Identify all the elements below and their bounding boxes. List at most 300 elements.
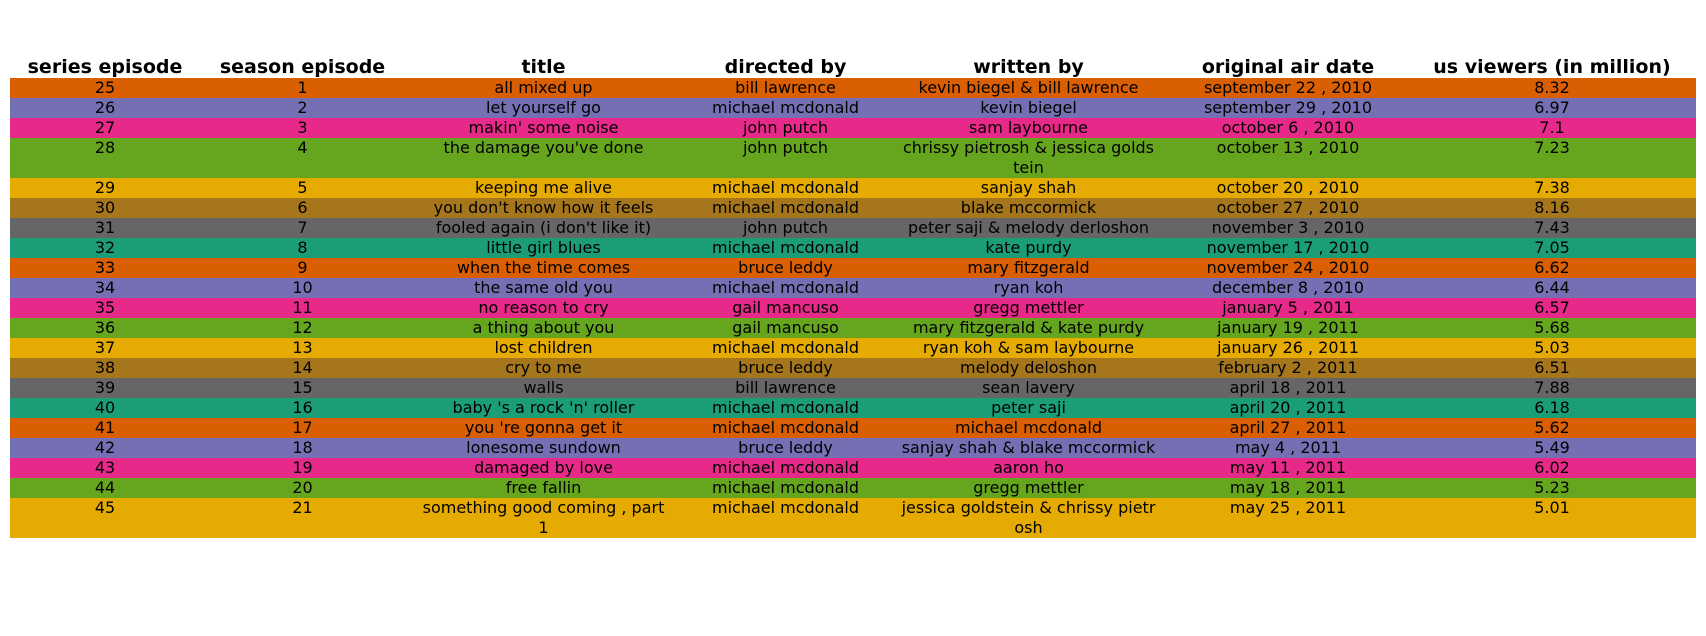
header-row bbox=[10, 56, 1696, 78]
cell-text: sanjay shah bbox=[980, 178, 1077, 197]
cell-text: april 27 , 2011 bbox=[1229, 418, 1347, 437]
cell-written-by bbox=[889, 338, 1168, 358]
cell-us-viewers bbox=[1408, 378, 1696, 398]
cell-directed-by bbox=[682, 138, 889, 178]
cell-series-episode bbox=[10, 358, 200, 378]
cell-text: 44 bbox=[94, 478, 116, 497]
cell-title bbox=[405, 118, 682, 138]
cell-written-by bbox=[889, 478, 1168, 498]
cell-us-viewers bbox=[1408, 398, 1696, 418]
cell-season-episode bbox=[200, 118, 405, 138]
cell-title bbox=[405, 298, 682, 318]
cell-title bbox=[405, 378, 682, 398]
cell-text: let yourself go bbox=[486, 98, 601, 117]
cell-text: 6.44 bbox=[1534, 278, 1570, 297]
cell-season-episode bbox=[200, 438, 405, 458]
cell-text: michael mcdonald bbox=[954, 418, 1103, 437]
cell-title bbox=[405, 498, 682, 538]
cell-text: lonesome sundown bbox=[466, 438, 621, 457]
cell-series-episode bbox=[10, 458, 200, 478]
cell-text: peter saji bbox=[991, 398, 1066, 417]
cell-text: michael mcdonald bbox=[711, 178, 860, 197]
cell-text: 32 bbox=[94, 238, 116, 257]
cell-text: 12 bbox=[292, 318, 313, 337]
cell-text: bruce leddy bbox=[738, 438, 833, 457]
cell-text: michael mcdonald bbox=[711, 478, 860, 497]
cell-text: john putch bbox=[742, 118, 829, 137]
cell-series-episode bbox=[10, 418, 200, 438]
cell-text: 6.02 bbox=[1534, 458, 1570, 477]
cell-text: 6.57 bbox=[1534, 298, 1570, 317]
cell-title bbox=[405, 478, 682, 498]
cell-original-air-date bbox=[1168, 358, 1408, 378]
cell-text: 38 bbox=[94, 358, 116, 377]
cell-original-air-date bbox=[1168, 98, 1408, 118]
cell-title bbox=[405, 338, 682, 358]
cell-text: 4 bbox=[297, 138, 308, 157]
cell-text: sam laybourne bbox=[969, 118, 1088, 137]
cell-text: no reason to cry bbox=[478, 298, 609, 317]
cell-directed-by bbox=[682, 498, 889, 538]
cell-text: the same old you bbox=[474, 278, 613, 297]
cell-text: 37 bbox=[94, 338, 116, 357]
cell-title bbox=[405, 458, 682, 478]
cell-season-episode bbox=[200, 398, 405, 418]
cell-text: 8 bbox=[297, 238, 308, 257]
cell-original-air-date bbox=[1168, 458, 1408, 478]
cell-text: 35 bbox=[94, 298, 116, 317]
cell-text: 29 bbox=[94, 178, 116, 197]
column-header-written-by: written by bbox=[973, 56, 1084, 78]
cell-text: michael mcdonald bbox=[711, 338, 860, 357]
cell-text: baby 's a rock 'n' roller bbox=[452, 398, 635, 417]
cell-text: lost children bbox=[494, 338, 593, 357]
cell-us-viewers bbox=[1408, 258, 1696, 278]
cell-series-episode bbox=[10, 98, 200, 118]
cell-original-air-date bbox=[1168, 478, 1408, 498]
cell-text: 9 bbox=[297, 258, 308, 277]
cell-us-viewers bbox=[1408, 438, 1696, 458]
cell-text: kate purdy bbox=[985, 238, 1072, 257]
cell-original-air-date bbox=[1168, 318, 1408, 338]
cell-written-by bbox=[889, 138, 1168, 178]
cell-season-episode bbox=[200, 418, 405, 438]
cell-season-episode bbox=[200, 458, 405, 478]
cell-directed-by bbox=[682, 198, 889, 218]
cell-series-episode bbox=[10, 278, 200, 298]
cell-text: 34 bbox=[94, 278, 116, 297]
cell-text: 36 bbox=[94, 318, 116, 337]
cell-title bbox=[405, 238, 682, 258]
cell-text: 33 bbox=[94, 258, 116, 277]
cell-us-viewers bbox=[1408, 418, 1696, 438]
cell-text: free fallin bbox=[505, 478, 582, 497]
cell-us-viewers bbox=[1408, 278, 1696, 298]
cell-directed-by bbox=[682, 78, 889, 98]
cell-season-episode bbox=[200, 258, 405, 278]
cell-series-episode bbox=[10, 118, 200, 138]
column-header-season-episode: season episode bbox=[219, 56, 386, 78]
cell-text: damaged by love bbox=[474, 458, 613, 477]
cell-text: 20 bbox=[292, 478, 313, 497]
cell-written-by bbox=[889, 178, 1168, 198]
cell-text: peter saji & melody derloshon bbox=[907, 218, 1150, 237]
cell-directed-by bbox=[682, 98, 889, 118]
cell-text: 8.32 bbox=[1534, 78, 1570, 97]
cell-directed-by bbox=[682, 418, 889, 438]
table-row bbox=[10, 78, 1696, 98]
cell-text: 1 bbox=[297, 78, 308, 97]
cell-season-episode bbox=[200, 298, 405, 318]
table-row bbox=[10, 178, 1696, 198]
cell-text: bill lawrence bbox=[735, 378, 836, 397]
cell-original-air-date bbox=[1168, 198, 1408, 218]
cell-us-viewers bbox=[1408, 98, 1696, 118]
cell-title bbox=[405, 438, 682, 458]
cell-directed-by bbox=[682, 378, 889, 398]
table-row bbox=[10, 498, 1696, 538]
cell-us-viewers bbox=[1408, 178, 1696, 198]
cell-text: gregg mettler bbox=[973, 298, 1084, 317]
cell-text: 28 bbox=[94, 138, 116, 157]
cell-us-viewers bbox=[1408, 238, 1696, 258]
cell-text: october 6 , 2010 bbox=[1221, 118, 1355, 137]
cell-text: gail mancuso bbox=[732, 298, 839, 317]
cell-us-viewers bbox=[1408, 198, 1696, 218]
cell-us-viewers bbox=[1408, 138, 1696, 178]
cell-series-episode bbox=[10, 298, 200, 318]
cell-text: 5 bbox=[297, 178, 308, 197]
cell-us-viewers bbox=[1408, 298, 1696, 318]
cell-series-episode bbox=[10, 378, 200, 398]
cell-original-air-date bbox=[1168, 238, 1408, 258]
cell-text: april 20 , 2011 bbox=[1229, 398, 1347, 417]
cell-text: michael mcdonald bbox=[711, 238, 860, 257]
cell-series-episode bbox=[10, 78, 200, 98]
cell-text: 39 bbox=[94, 378, 116, 397]
cell-original-air-date bbox=[1168, 118, 1408, 138]
column-header-directed-by: directed by bbox=[724, 56, 847, 78]
cell-original-air-date bbox=[1168, 418, 1408, 438]
cell-series-episode bbox=[10, 198, 200, 218]
cell-text: 5.49 bbox=[1534, 438, 1570, 457]
table-row bbox=[10, 118, 1696, 138]
table-row bbox=[10, 418, 1696, 438]
cell-us-viewers bbox=[1408, 478, 1696, 498]
table-row bbox=[10, 338, 1696, 358]
cell-directed-by bbox=[682, 278, 889, 298]
cell-text: april 18 , 2011 bbox=[1229, 378, 1347, 397]
cell-directed-by bbox=[682, 358, 889, 378]
cell-text: 13 bbox=[292, 338, 313, 357]
cell-text: 7.38 bbox=[1534, 178, 1570, 197]
cell-season-episode bbox=[200, 318, 405, 338]
cell-us-viewers bbox=[1408, 318, 1696, 338]
cell-text: 26 bbox=[94, 98, 116, 117]
column-header-title: title bbox=[521, 56, 566, 78]
cell-us-viewers bbox=[1408, 358, 1696, 378]
cell-text: fooled again (i don't like it) bbox=[435, 218, 652, 237]
column-header-original-air-date: original air date bbox=[1201, 56, 1375, 78]
cell-title bbox=[405, 258, 682, 278]
cell-text: john putch bbox=[742, 218, 829, 237]
cell-title bbox=[405, 178, 682, 198]
cell-title bbox=[405, 138, 682, 178]
cell-text: december 8 , 2010 bbox=[1211, 278, 1365, 297]
column-header-us-viewers: us viewers (in million) bbox=[1433, 56, 1671, 78]
cell-text: sean lavery bbox=[982, 378, 1075, 397]
cell-season-episode bbox=[200, 178, 405, 198]
cell-text: 7.43 bbox=[1534, 218, 1570, 237]
cell-text: november 17 , 2010 bbox=[1206, 238, 1370, 257]
cell-series-episode bbox=[10, 218, 200, 238]
cell-us-viewers bbox=[1408, 498, 1696, 538]
cell-text: 42 bbox=[94, 438, 116, 457]
cell-original-air-date bbox=[1168, 278, 1408, 298]
episodes-table bbox=[10, 56, 1696, 538]
cell-written-by bbox=[889, 198, 1168, 218]
cell-title bbox=[405, 358, 682, 378]
cell-written-by bbox=[889, 78, 1168, 98]
cell-text: 27 bbox=[94, 118, 116, 137]
cell-text: 3 bbox=[297, 118, 308, 137]
cell-us-viewers bbox=[1408, 118, 1696, 138]
cell-written-by bbox=[889, 398, 1168, 418]
cell-series-episode bbox=[10, 438, 200, 458]
cell-text: 17 bbox=[292, 418, 313, 437]
cell-original-air-date bbox=[1168, 438, 1408, 458]
cell-season-episode bbox=[200, 78, 405, 98]
cell-original-air-date bbox=[1168, 258, 1408, 278]
cell-text: cry to me bbox=[505, 358, 582, 377]
cell-series-episode bbox=[10, 258, 200, 278]
cell-text: 5.01 bbox=[1534, 498, 1570, 517]
cell-original-air-date bbox=[1168, 338, 1408, 358]
cell-directed-by bbox=[682, 398, 889, 418]
cell-title bbox=[405, 278, 682, 298]
cell-text: makin' some noise bbox=[468, 118, 619, 137]
cell-text: you 're gonna get it bbox=[464, 418, 623, 437]
cell-text: walls bbox=[523, 378, 564, 397]
cell-written-by bbox=[889, 378, 1168, 398]
cell-directed-by bbox=[682, 338, 889, 358]
cell-text: ryan koh & sam laybourne bbox=[922, 338, 1135, 357]
cell-season-episode bbox=[200, 98, 405, 118]
cell-title bbox=[405, 218, 682, 238]
cell-directed-by bbox=[682, 218, 889, 238]
cell-text: 21 bbox=[292, 498, 313, 517]
cell-text: 5.23 bbox=[1534, 478, 1570, 497]
cell-season-episode bbox=[200, 218, 405, 238]
cell-text: 43 bbox=[94, 458, 116, 477]
cell-text: 6.62 bbox=[1534, 258, 1570, 277]
cell-text: 7.05 bbox=[1534, 238, 1570, 257]
cell-written-by bbox=[889, 118, 1168, 138]
table-row bbox=[10, 358, 1696, 378]
cell-text: october 13 , 2010 bbox=[1216, 138, 1360, 157]
cell-original-air-date bbox=[1168, 298, 1408, 318]
cell-original-air-date bbox=[1168, 398, 1408, 418]
cell-original-air-date bbox=[1168, 498, 1408, 538]
cell-text: 10 bbox=[292, 278, 313, 297]
cell-text: 31 bbox=[94, 218, 116, 237]
cell-original-air-date bbox=[1168, 218, 1408, 238]
cell-text: michael mcdonald bbox=[711, 198, 860, 217]
cell-us-viewers bbox=[1408, 458, 1696, 478]
cell-text: november 24 , 2010 bbox=[1206, 258, 1370, 277]
cell-written-by bbox=[889, 498, 1168, 538]
cell-text: mary fitzgerald & kate purdy bbox=[912, 318, 1145, 337]
cell-season-episode bbox=[200, 498, 405, 538]
cell-text: 25 bbox=[94, 78, 116, 97]
cell-text: jessica goldstein & chrissy pietrosh bbox=[901, 498, 1156, 537]
table-row bbox=[10, 438, 1696, 458]
cell-text: 30 bbox=[94, 198, 116, 217]
cell-title bbox=[405, 198, 682, 218]
cell-text: may 25 , 2011 bbox=[1229, 498, 1347, 517]
cell-text: january 26 , 2011 bbox=[1217, 338, 1359, 357]
cell-text: kevin biegel & bill lawrence bbox=[918, 78, 1139, 97]
cell-series-episode bbox=[10, 398, 200, 418]
cell-series-episode bbox=[10, 138, 200, 178]
cell-text: 45 bbox=[94, 498, 116, 517]
cell-text: 7.88 bbox=[1534, 378, 1570, 397]
cell-written-by bbox=[889, 218, 1168, 238]
cell-text: 40 bbox=[94, 398, 116, 417]
table-row bbox=[10, 98, 1696, 118]
cell-text: 6.51 bbox=[1534, 358, 1570, 377]
cell-text: 6.97 bbox=[1534, 98, 1570, 117]
cell-text: 5.68 bbox=[1534, 318, 1570, 337]
cell-text: michael mcdonald bbox=[711, 398, 860, 417]
cell-text: 41 bbox=[94, 418, 116, 437]
cell-directed-by bbox=[682, 178, 889, 198]
cell-title bbox=[405, 418, 682, 438]
cell-text: october 27 , 2010 bbox=[1216, 198, 1360, 217]
cell-text: 14 bbox=[292, 358, 313, 377]
cell-directed-by bbox=[682, 118, 889, 138]
cell-text: january 5 , 2011 bbox=[1222, 298, 1354, 317]
cell-text: blake mccormick bbox=[960, 198, 1097, 217]
cell-text: october 20 , 2010 bbox=[1216, 178, 1360, 197]
cell-original-air-date bbox=[1168, 78, 1408, 98]
cell-text: november 3 , 2010 bbox=[1211, 218, 1365, 237]
cell-text: michael mcdonald bbox=[711, 278, 860, 297]
cell-text: ryan koh bbox=[993, 278, 1064, 297]
table-row bbox=[10, 258, 1696, 278]
cell-written-by bbox=[889, 318, 1168, 338]
cell-season-episode bbox=[200, 198, 405, 218]
cell-original-air-date bbox=[1168, 178, 1408, 198]
cell-written-by bbox=[889, 298, 1168, 318]
cell-text: gregg mettler bbox=[973, 478, 1084, 497]
cell-written-by bbox=[889, 358, 1168, 378]
cell-text: bruce leddy bbox=[738, 258, 833, 277]
table-row bbox=[10, 458, 1696, 478]
cell-written-by bbox=[889, 98, 1168, 118]
cell-season-episode bbox=[200, 478, 405, 498]
cell-text: may 11 , 2011 bbox=[1229, 458, 1347, 477]
cell-written-by bbox=[889, 238, 1168, 258]
cell-written-by bbox=[889, 438, 1168, 458]
cell-text: 5.62 bbox=[1534, 418, 1570, 437]
cell-text: 2 bbox=[297, 98, 308, 117]
cell-text: melody deloshon bbox=[959, 358, 1097, 377]
cell-text: keeping me alive bbox=[475, 178, 612, 197]
table-row bbox=[10, 278, 1696, 298]
cell-text: little girl blues bbox=[486, 238, 601, 257]
table-row bbox=[10, 298, 1696, 318]
cell-directed-by bbox=[682, 458, 889, 478]
cell-series-episode bbox=[10, 238, 200, 258]
cell-text: may 18 , 2011 bbox=[1229, 478, 1347, 497]
cell-title bbox=[405, 78, 682, 98]
cell-text: 6.18 bbox=[1534, 398, 1570, 417]
cell-season-episode bbox=[200, 358, 405, 378]
cell-directed-by bbox=[682, 318, 889, 338]
table-row bbox=[10, 318, 1696, 338]
cell-season-episode bbox=[200, 378, 405, 398]
cell-text: michael mcdonald bbox=[711, 458, 860, 477]
cell-text: september 29 , 2010 bbox=[1203, 98, 1373, 117]
cell-text: a thing about you bbox=[472, 318, 615, 337]
cell-text: when the time comes bbox=[456, 258, 631, 277]
cell-text: 7.23 bbox=[1534, 138, 1570, 157]
table-row bbox=[10, 378, 1696, 398]
table-row bbox=[10, 478, 1696, 498]
cell-title bbox=[405, 98, 682, 118]
cell-text: mary fitzgerald bbox=[967, 258, 1090, 277]
cell-season-episode bbox=[200, 278, 405, 298]
cell-text: 8.16 bbox=[1534, 198, 1570, 217]
cell-text: gail mancuso bbox=[732, 318, 839, 337]
column-header-series-episode: series episode bbox=[27, 56, 183, 78]
cell-text: kevin biegel bbox=[980, 98, 1077, 117]
cell-directed-by bbox=[682, 258, 889, 278]
cell-text: 5.03 bbox=[1534, 338, 1570, 357]
cell-text: the damage you've done bbox=[443, 138, 644, 157]
cell-text: all mixed up bbox=[494, 78, 593, 97]
cell-us-viewers bbox=[1408, 218, 1696, 238]
cell-text: aaron ho bbox=[993, 458, 1064, 477]
cell-text: something good coming , part 1 bbox=[422, 498, 665, 537]
cell-written-by bbox=[889, 278, 1168, 298]
table-row bbox=[10, 138, 1696, 178]
table-row bbox=[10, 198, 1696, 218]
cell-title bbox=[405, 318, 682, 338]
table-row bbox=[10, 218, 1696, 238]
cell-directed-by bbox=[682, 238, 889, 258]
cell-written-by bbox=[889, 418, 1168, 438]
cell-text: you don't know how it feels bbox=[433, 198, 654, 217]
cell-text: bill lawrence bbox=[735, 78, 836, 97]
cell-us-viewers bbox=[1408, 78, 1696, 98]
cell-text: 7.1 bbox=[1539, 118, 1565, 137]
cell-directed-by bbox=[682, 478, 889, 498]
cell-written-by bbox=[889, 458, 1168, 478]
cell-text: 18 bbox=[292, 438, 313, 457]
cell-text: 15 bbox=[292, 378, 313, 397]
cell-text: 7 bbox=[297, 218, 308, 237]
table-row bbox=[10, 398, 1696, 418]
cell-original-air-date bbox=[1168, 138, 1408, 178]
cell-original-air-date bbox=[1168, 378, 1408, 398]
cell-us-viewers bbox=[1408, 338, 1696, 358]
cell-text: may 4 , 2011 bbox=[1234, 438, 1342, 457]
cell-text: sanjay shah & blake mccormick bbox=[901, 438, 1156, 457]
cell-series-episode bbox=[10, 478, 200, 498]
cell-text: february 2 , 2011 bbox=[1218, 358, 1358, 377]
